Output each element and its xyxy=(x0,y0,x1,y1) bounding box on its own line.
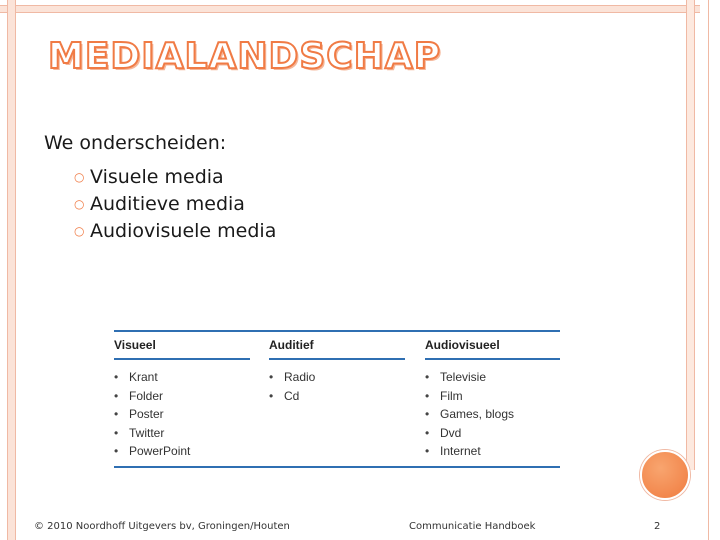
list-item: • Radio xyxy=(269,370,316,384)
media-table xyxy=(114,330,560,470)
list-item: • Dvd xyxy=(425,425,462,440)
bullet-icon: ○ xyxy=(74,223,85,238)
footer-copyright: © 2010 Noordhoff Uitgevers bv, Groningen/Houten xyxy=(34,521,290,532)
frame-right-fill xyxy=(687,0,694,470)
list-item: • Poster xyxy=(114,407,164,421)
intro-text: We onderscheiden: xyxy=(44,132,227,154)
frame-right-line xyxy=(708,0,709,540)
decorative-circle xyxy=(640,450,690,500)
list-item: • Internet xyxy=(425,444,481,458)
list-item: • Folder xyxy=(114,388,164,403)
column-header: Visueel xyxy=(114,338,250,360)
bullet-icon: ○ xyxy=(74,196,85,211)
frame-right-line xyxy=(686,0,687,470)
bullet-item xyxy=(74,217,276,244)
frame-top-border xyxy=(0,5,700,13)
column-auditief xyxy=(269,338,405,405)
column-header: Auditief xyxy=(269,338,405,360)
list-item: • Krant xyxy=(114,370,158,384)
list-item: • Games, blogs xyxy=(425,407,515,421)
frame-right-line xyxy=(694,0,695,470)
list-item: • Televisie xyxy=(425,370,487,384)
footer-book-title: Communicatie Handboek xyxy=(409,521,536,532)
table-top-rule xyxy=(114,330,560,332)
frame-left-border xyxy=(7,0,16,540)
bullet-label: Audiovisuele media xyxy=(90,219,277,242)
list-item: • PowerPoint xyxy=(114,444,191,458)
list-item: • Twitter xyxy=(114,425,165,440)
bullet-label: Visuele media xyxy=(90,165,224,188)
column-visueel xyxy=(114,338,250,461)
table-bottom-rule xyxy=(114,466,560,468)
bullet-list xyxy=(74,163,276,244)
slide-title: MEDIALANDSCHAP xyxy=(48,36,442,77)
column-audiovisueel xyxy=(425,338,560,461)
page-number: 2 xyxy=(654,521,661,532)
list-item: • Film xyxy=(425,388,463,403)
bullet-item xyxy=(74,190,276,217)
column-header: Audiovisueel xyxy=(425,338,560,360)
list-item: • Cd xyxy=(269,388,300,403)
bullet-label: Auditieve media xyxy=(90,192,245,215)
bullet-item xyxy=(74,163,276,190)
bullet-icon: ○ xyxy=(74,169,85,184)
